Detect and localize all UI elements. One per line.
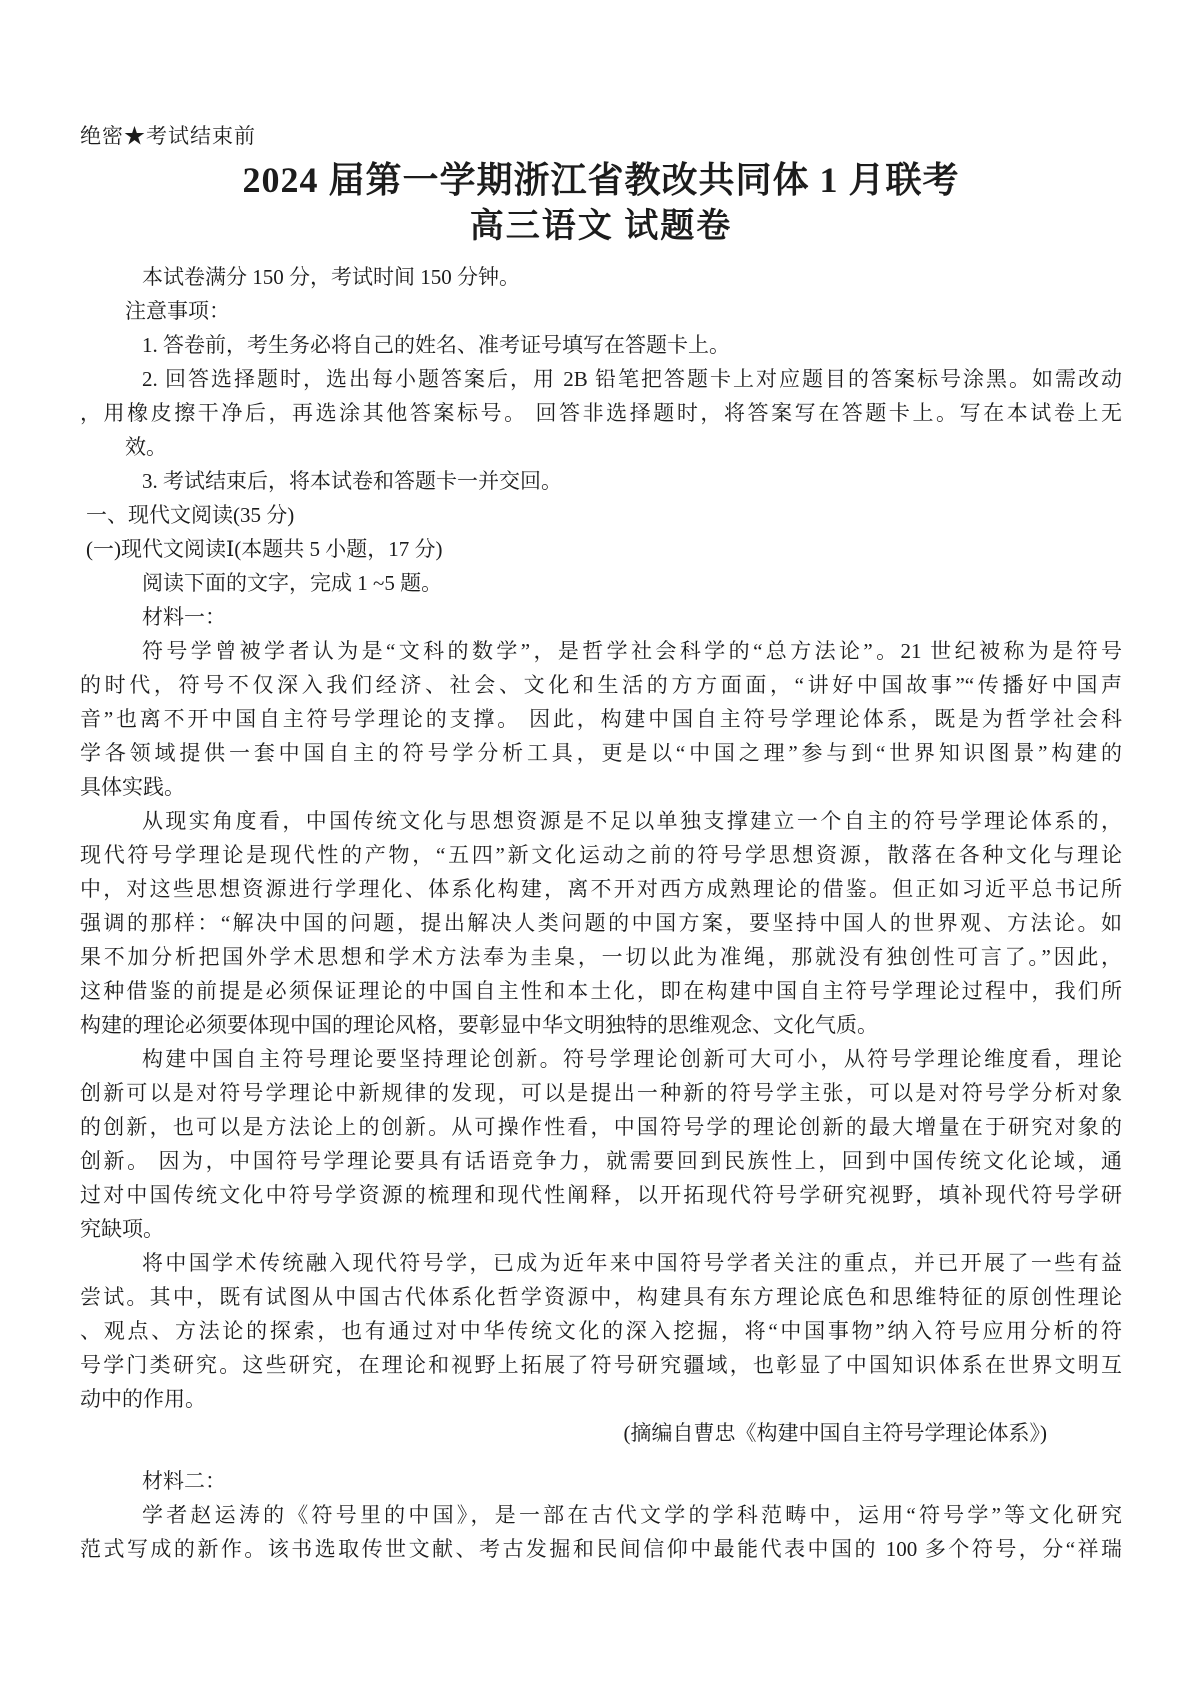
text-line: 现代符号学理论是现代性的产物，“五四”新文化运动之前的符号学思想资源，散落在各种文化与理论 [80, 843, 1122, 867]
text-line: 2. 回答选择题时，选出每小题答案后，用 2B 铅笔把答题卡上对应题目的答案标号涂黑。如需改动 [142, 367, 1122, 391]
text-line: 过对中国传统文化中符号学资源的梳理和现代性阐释，以开拓现代符号学研究视野，填补现代符号学研 [80, 1183, 1122, 1207]
text-line: 学者赵运涛的《符号里的中国》，是一部在古代文学的学科范畴中，运用“符号学”等文化研究 [142, 1503, 1122, 1527]
exam-body [80, 260, 1122, 1566]
text-line: 将中国学术传统融入现代符号学，已成为近年来中国符号学者关注的重点，并已开展了一些有益 [142, 1251, 1122, 1275]
text-line: (一)现代文阅读Ⅰ(本题共 5 小题，17 分) [86, 537, 443, 561]
text-line: 阅读下面的文字，完成 1 ~5 题。 [142, 571, 443, 595]
text-line: 尝试。其中，既有试图从中国古代体系化哲学资源中，构建具有东方理论底色和思维特征的原创性理论 [80, 1285, 1122, 1309]
text-line: 号学门类研究。这些研究，在理论和视野上拓展了符号研究疆域，也彰显了中国知识体系在世界文明互 [80, 1353, 1122, 1377]
text-line: 构建中国自主符号理论要坚持理论创新。符号学理论创新可大可小，从符号学理论维度看，理论 [142, 1047, 1122, 1071]
text-line: 效。 [125, 435, 167, 459]
text-line: 这种借鉴的前提是必须保证理论的中国自主性和本土化，即在构建中国自主符号学理论过程中，我们所 [80, 979, 1122, 1003]
text-line: 强调的那样：“解决中国的问题，提出解决人类问题的中国方案，要坚持中国人的世界观、方法论。如 [80, 911, 1122, 935]
text-line: 、观点、方法论的探索，也有通过对中华传统文化的深入挖掘，将“中国事物”纳入符号应用分析的符 [80, 1319, 1122, 1343]
text-line: 注意事项： [125, 299, 230, 323]
text-line: 1. 答卷前，考生务必将自己的姓名、准考证号填写在答题卡上。 [142, 333, 730, 357]
text-line: 材料二： [142, 1469, 226, 1493]
text-line: 的创新，也可以是方法论上的创新。从可操作性看，中国符号学的理论创新的最大增量在于研究对象的 [80, 1115, 1122, 1139]
text-line: 创新。 因为，中国符号学理论要具有话语竞争力，就需要回到民族性上，回到中国传统文化论域，通 [80, 1149, 1122, 1173]
text-line: 音”也离不开中国自主符号学理论的支撑。 因此，构建中国自主符号学理论体系，既是为哲学社会科 [80, 707, 1122, 731]
text-line: 果不加分析把国外学术思想和学术方法奉为圭臬，一切以此为准绳，那就没有独创性可言了。”因此， [80, 945, 1122, 969]
exam-subtitle: 高三语文 试题卷 [469, 208, 733, 245]
text-line: 本试卷满分 150 分，考试时间 150 分钟。 [142, 265, 520, 289]
text-line: 3. 考试结束后，将本试卷和答题卡一并交回。 [142, 469, 562, 493]
text-line: 创新可以是对符号学理论中新规律的发现，可以是提出一种新的符号学主张，可以是对符号学分析对象 [80, 1081, 1122, 1105]
classification-label: 绝密★考试结束前 [80, 124, 256, 148]
text-line: 具体实践。 [80, 775, 185, 799]
text-line: 动中的作用。 [80, 1387, 206, 1411]
text-line: 究缺项。 [80, 1217, 164, 1241]
text-line: 学各领域提供一套中国自主的符号学分析工具，更是以“中国之理”参与到“世界知识图景”构建的 [80, 741, 1122, 765]
text-line: 的时代，符号不仅深入我们经济、社会、文化和生活的方方面面，“讲好中国故事”“传播好中国声 [80, 673, 1122, 697]
text-line: 从现实角度看，中国传统文化与思想资源是不足以单独支撑建立一个自主的符号学理论体系的， [142, 809, 1122, 833]
text-line: (摘编自曹忠《构建中国自主符号学理论体系》) [623, 1421, 1047, 1445]
exam-title: 2024 届第一学期浙江省教改共同体 1 月联考 [242, 160, 960, 200]
text-line: 中，对这些思想资源进行学理化、体系化构建，离不开对西方成熟理论的借鉴。但正如习近平总书记所 [80, 877, 1122, 901]
text-line: 范式写成的新作。该书选取传世文献、考古发掘和民间信仰中最能代表中国的 100 多个符号，分“祥瑞 [80, 1537, 1122, 1561]
text-line: 材料一： [142, 605, 226, 629]
text-line: 构建的理论必须要体现中国的理论风格，要彰显中华文明独特的思维观念、文化气质。 [80, 1013, 878, 1037]
text-line: 符号学曾被学者认为是“文科的数学”，是哲学社会科学的“总方法论”。21 世纪被称为是符号 [142, 639, 1122, 663]
text-line: ，用橡皮擦干净后，再选涂其他答案标号。 回答非选择题时，将答案写在答题卡上。写在本试卷上无 [80, 401, 1122, 425]
text-line: 一、现代文阅读(35 分) [86, 503, 295, 527]
